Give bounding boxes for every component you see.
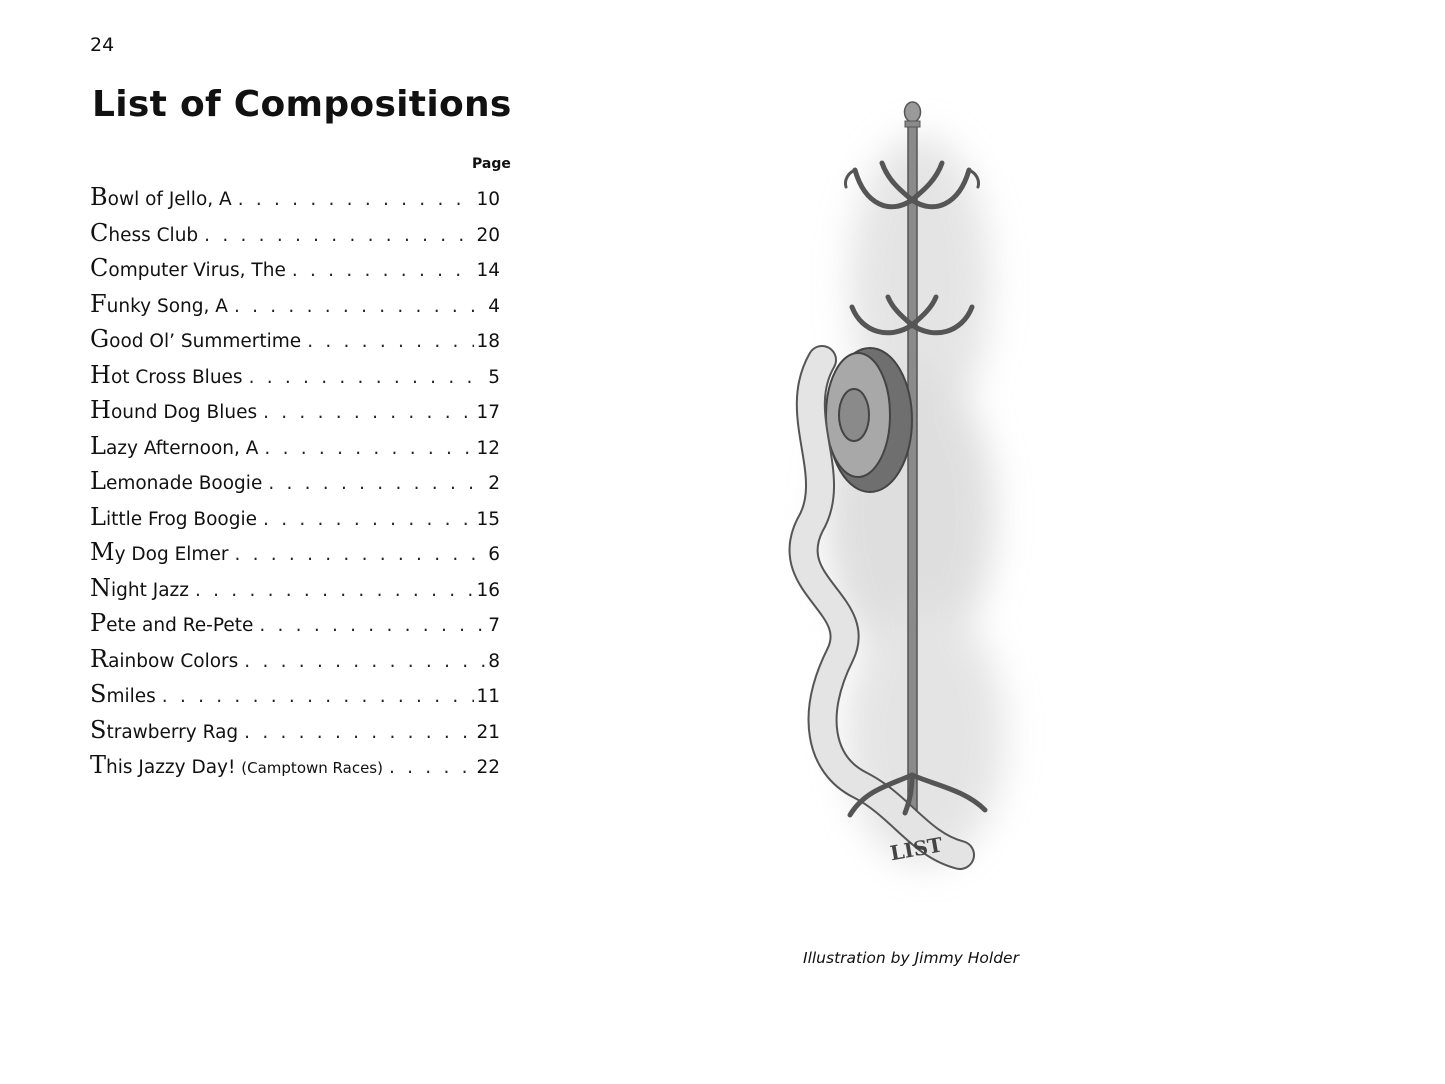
- composition-list: [90, 183, 500, 787]
- entry-title: ainbow Colors: [108, 650, 239, 672]
- dot-leader: [162, 686, 475, 707]
- entry-title: ound Dog Blues: [110, 402, 258, 423]
- entry-page: 10: [476, 189, 500, 210]
- banner-text: LIST: [888, 832, 945, 866]
- list-item: [90, 645, 500, 681]
- entry-initial: M: [90, 538, 115, 566]
- dot-leader: [263, 402, 474, 423]
- dot-leader: [234, 544, 486, 565]
- entry-initial: B: [90, 183, 108, 211]
- entry-title: trawberry Rag: [106, 721, 239, 743]
- entry-page: 22: [476, 757, 500, 778]
- dot-leader: [204, 225, 474, 246]
- entry-page: 18: [476, 331, 500, 352]
- entry-initial: L: [90, 502, 106, 531]
- entry-subtitle: (Camptown Races): [241, 759, 383, 777]
- list-item: [90, 609, 500, 645]
- dot-leader: [249, 367, 487, 388]
- dot-leader: [268, 473, 486, 494]
- entry-title: owl of Jello, A: [107, 189, 232, 210]
- entry-page: 15: [476, 508, 500, 530]
- list-item: [90, 467, 500, 503]
- entry-initial: C: [90, 218, 109, 247]
- coat-rack-illustration: [770, 85, 1060, 915]
- dot-leader: [244, 722, 474, 743]
- dot-leader: [259, 615, 486, 636]
- entry-page: 11: [476, 686, 500, 707]
- list-item: [90, 361, 500, 397]
- entry-page: 6: [488, 544, 500, 565]
- entry-title: azy Afternoon, A: [105, 437, 259, 459]
- list-item: [90, 538, 500, 574]
- illustration-caption: Illustration by Jimmy Holder: [803, 949, 1019, 967]
- page-title: List of Compositions: [92, 84, 512, 125]
- entry-title: ood Ol’ Summertime: [109, 331, 302, 352]
- entry-initial: N: [90, 573, 111, 602]
- entry-page: 20: [476, 224, 500, 246]
- entry-title: unky Song, A: [106, 295, 228, 317]
- entry-title: ight Jazz: [111, 579, 189, 601]
- list-item: [90, 290, 500, 326]
- entry-page: 8: [488, 650, 500, 672]
- dot-leader: [234, 296, 486, 317]
- list-item: [90, 325, 500, 361]
- dot-leader: [238, 189, 475, 210]
- entry-initial: L: [90, 431, 106, 460]
- entry-page: 7: [488, 615, 500, 636]
- entry-title: ete and Re-Pete: [106, 615, 254, 636]
- list-item: [90, 432, 500, 468]
- entry-initial: S: [90, 680, 107, 708]
- list-item: [90, 751, 500, 787]
- entry-initial: G: [90, 325, 110, 353]
- rack-pole: [908, 125, 917, 815]
- rack-finial: [905, 102, 921, 122]
- entry-title: emonade Boogie: [105, 473, 263, 494]
- list-item: [90, 574, 500, 610]
- entry-title: his Jazzy Day!: [106, 757, 236, 778]
- list-item: [90, 680, 500, 716]
- dot-leader: [244, 651, 486, 672]
- dot-leader: [264, 438, 474, 459]
- entry-initial: H: [90, 360, 111, 389]
- entry-page: 4: [488, 295, 500, 317]
- dot-leader: [389, 757, 474, 778]
- entry-page: 16: [476, 579, 500, 601]
- list-item: [90, 219, 500, 255]
- dot-leader: [307, 331, 474, 352]
- entry-initial: C: [90, 254, 109, 282]
- entry-page: 12: [476, 437, 500, 459]
- dot-leader: [195, 580, 474, 601]
- dot-leader: [263, 509, 474, 530]
- entry-initial: P: [90, 609, 107, 637]
- entry-page: 17: [476, 402, 500, 423]
- list-item: [90, 183, 500, 219]
- list-item: [90, 254, 500, 290]
- entry-initial: S: [90, 715, 107, 744]
- list-item: [90, 716, 500, 752]
- entry-page: 14: [476, 260, 500, 281]
- entry-title: ot Cross Blues: [110, 366, 243, 388]
- hat-drawing: [826, 348, 912, 492]
- entry-initial: H: [90, 396, 111, 424]
- entry-initial: R: [90, 644, 109, 673]
- entry-initial: F: [90, 289, 107, 318]
- entry-title: ittle Frog Boogie: [105, 508, 258, 530]
- list-item: [90, 396, 500, 432]
- dot-leader: [292, 260, 475, 281]
- page-column-header: Page: [472, 156, 511, 172]
- entry-title: omputer Virus, The: [108, 260, 286, 281]
- entry-title: hess Club: [108, 224, 199, 246]
- page-number: 24: [90, 34, 115, 56]
- entry-page: 5: [488, 366, 500, 388]
- entry-initial: L: [90, 467, 106, 495]
- entry-page: 2: [488, 473, 500, 494]
- entry-title: miles: [106, 686, 156, 707]
- entry-page: 21: [476, 721, 500, 743]
- entry-initial: T: [90, 751, 107, 779]
- list-item: [90, 503, 500, 539]
- entry-title: y Dog Elmer: [114, 544, 229, 565]
